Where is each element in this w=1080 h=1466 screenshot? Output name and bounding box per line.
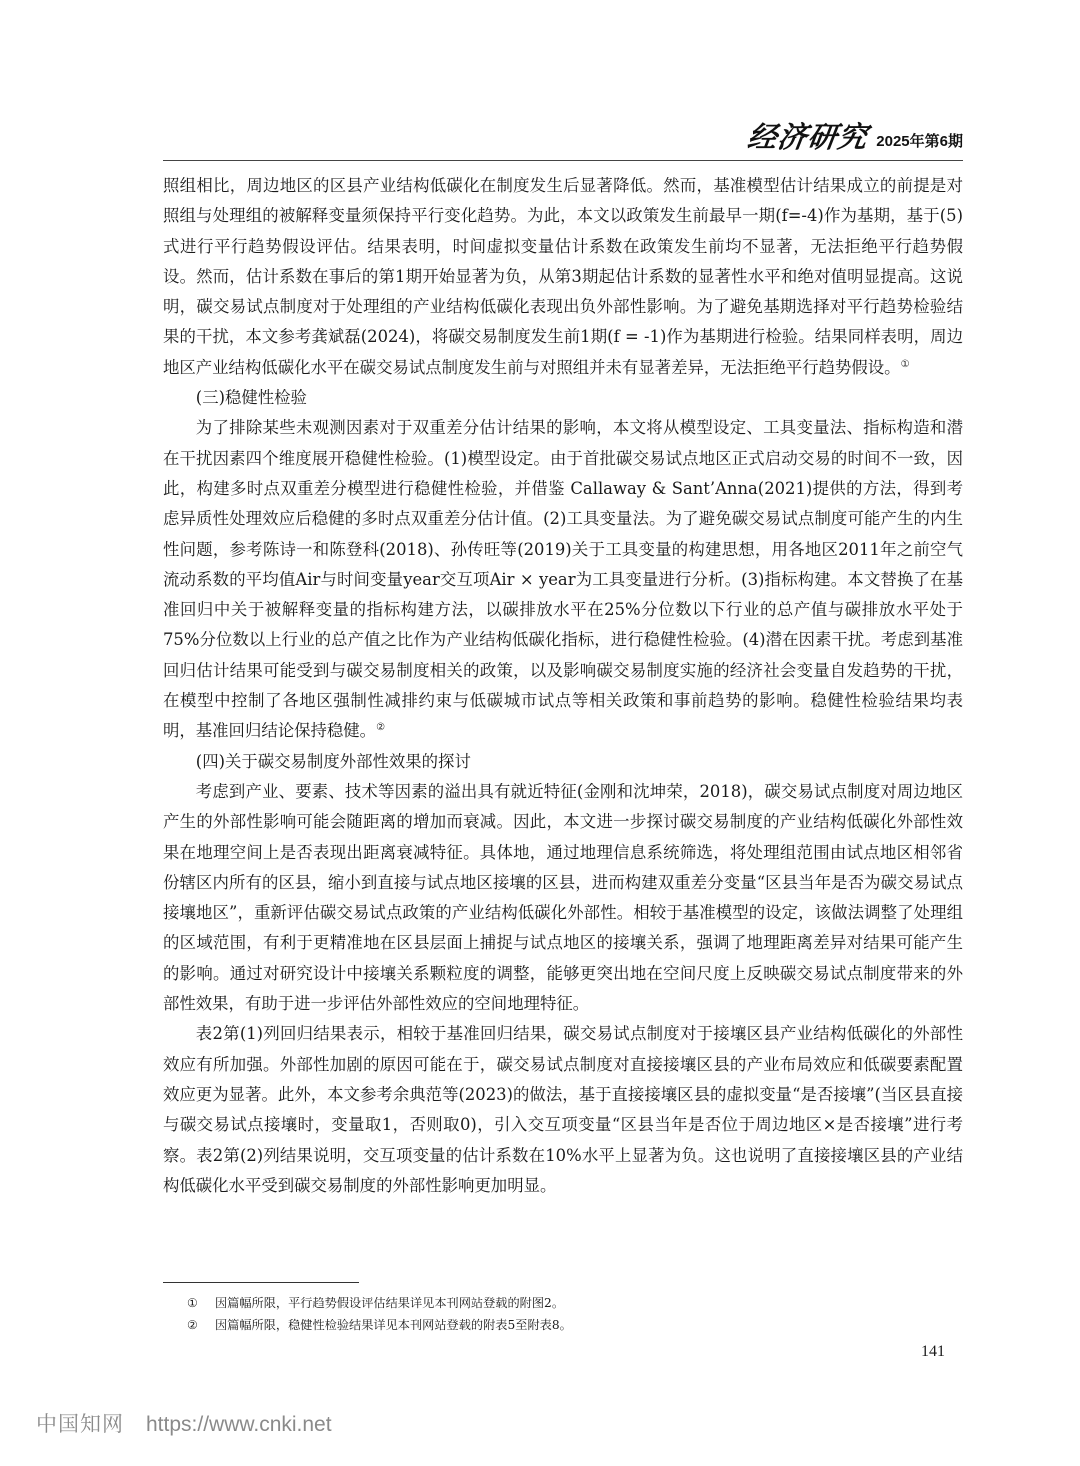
paragraph: 为了排除某些未观测因素对于双重差分估计结果的影响，本文将从模型设定、工具变量法、指标构造和潜在干扰因素四个维度展开稳健性检验。(1)模型设定。由于首批碳交易试点地区正式启动交易的时间不一致，因此，构建多时点双重差分模型进行稳健性检验，并借鉴 Callaway & Sant’Anna(2021)提供的方法，得到考虑异质性处理效应后稳健的多时点双重差分估计值。(2)工具变量法。为了避免碳交易试点制度可能产生的内生性问题，参考陈诗一和陈登科(2018)、孙传旺等(2019)关于工具变量的构建思想，用各地区2011年之前空气流动系数的平均值Air与时间变量year交互项Air × year为工具变量进行分析。(3)指标构建。本文替换了在基准回归中关于被解释变量的指标构建方法，以碳排放水平在25%分位数以下行业的总产值与碳排放水平处于75%分位数以上行业的总产值之比作为产业结构低碳化指标，进行稳健性检验。(4)潜在因素干扰。考虑到基准回归估计结果可能受到与碳交易制度相关的政策，以及影响碳交易制度实施的经济社会变量自发趋势的干扰，在模型中控制了各地区强制性减排约束与低碳城市试点等相关政策和事前趋势的影响。稳健性检验结果均表明，基准回归结论保持稳健。② (163, 418, 963, 741)
footnote-text: 因篇幅所限，平行趋势假设评估结果详见本刊网站登载的附图2。 (215, 1296, 565, 1310)
journal-logo: 经济研究 (745, 120, 871, 154)
watermark (36, 1408, 332, 1438)
paragraph: 表2第(1)列回归结果表示，相较于基准回归结果，碳交易试点制度对于接壤区县产业结构低碳化的外部性效应有所加强。外部性加剧的原因可能在于，碳交易试点制度对直接接壤区县的产业布局效应和低碳要素配置效应更为显著。此外，本文参考余典范等(2023)的做法，基于直接接壤区县的虚拟变量“是否接壤”(当区县直接与碳交易试点接壤时，变量取1，否则取0)，引入交互项变量“区县当年是否位于周边地区×是否接壤”进行考察。表2第(2)列结果说明，交互项变量的估计系数在10%水平上显著为负。这也说明了直接接壤区县的产业结构低碳化水平受到碳交易制度的外部性影响更加明显。 (163, 1024, 963, 1195)
footnote-ref[interactable]: ② (376, 722, 386, 734)
footnote-divider (163, 1282, 359, 1283)
footnote-mark: ① (187, 1296, 198, 1310)
footnote-item (187, 1292, 963, 1314)
watermark-url[interactable]: https://www.cnki.net (146, 1413, 332, 1436)
section-heading: (三)稳健性检验 (195, 388, 307, 408)
paragraph: 考虑到产业、要素、技术等因素的溢出具有就近特征(金刚和沈坤荣，2018)，碳交易试点制度对周边地区产生的外部性影响可能会随距离的增加而衰减。因此，本文进一步探讨碳交易制度的产业结构低碳化外部性效果在地理空间上是否表现出距离衰减特征。具体地，通过地理信息系统筛选，将处理组范围由试点地区相邻省份辖区内所有的区县，缩小到直接与试点地区接壤的区县，进而构建双重差分变量“区县当年是否为碳交易试点接壤地区”，重新评估碳交易试点政策的产业结构低碳化外部性。相较于基准模型的设定，该做法调整了处理组的区域范围，有利于更精准地在区县层面上捕捉与试点地区的接壤关系，强调了地理距离差异对结果可能产生的影响。通过对研究设计中接壤关系颗粒度的调整，能够更突出地在空间尺度上反映碳交易试点制度带来的外部性效果，有助于进一步评估外部性效应的空间地理特征。 (163, 781, 963, 1014)
paragraph: 照组相比，周边地区的区县产业结构低碳化在制度发生后显著降低。然而，基准模型估计结果成立的前提是对照组与处理组的被解释变量须保持平行变化趋势。为此，本文以政策发生前最早一期(f=-4)作为基期，基于(5)式进行平行趋势假设评估。结果表明，时间虚拟变量估计系数在政策发生前均不显著，无法拒绝平行趋势假设。然而，估计系数在事后的第1期开始显著为负，从第3期起估计系数的显著性水平和绝对值明显提高。这说明，碳交易试点制度对于处理组的产业结构低碳化表现出负外部性影响。为了避免基期选择对平行趋势检验结果的干扰，本文参考龚斌磊(2024)，将碳交易制度发生前1期(f = -1)作为基期进行检验。结果同样表明，周边地区产业结构低碳化水平在碳交易试点制度发生前与对照组并未有显著差异，无法拒绝平行趋势假设。① (163, 176, 963, 377)
footnote-item (187, 1314, 963, 1336)
issue-label: 2025年第6期 (876, 133, 963, 150)
footnote-text: 因篇幅所限，稳健性检验结果详见本刊网站登载的附表5至附表8。 (215, 1318, 572, 1332)
footnotes (187, 1292, 963, 1336)
watermark-site-name: 中国知网 (36, 1413, 124, 1436)
page-number: 141 (921, 1343, 945, 1360)
footnote-ref[interactable]: ① (900, 358, 910, 370)
footnote-mark: ② (187, 1318, 198, 1332)
article-body (163, 171, 963, 1201)
section-heading: (四)关于碳交易制度外部性效果的探讨 (195, 751, 471, 771)
page-header (163, 116, 963, 161)
